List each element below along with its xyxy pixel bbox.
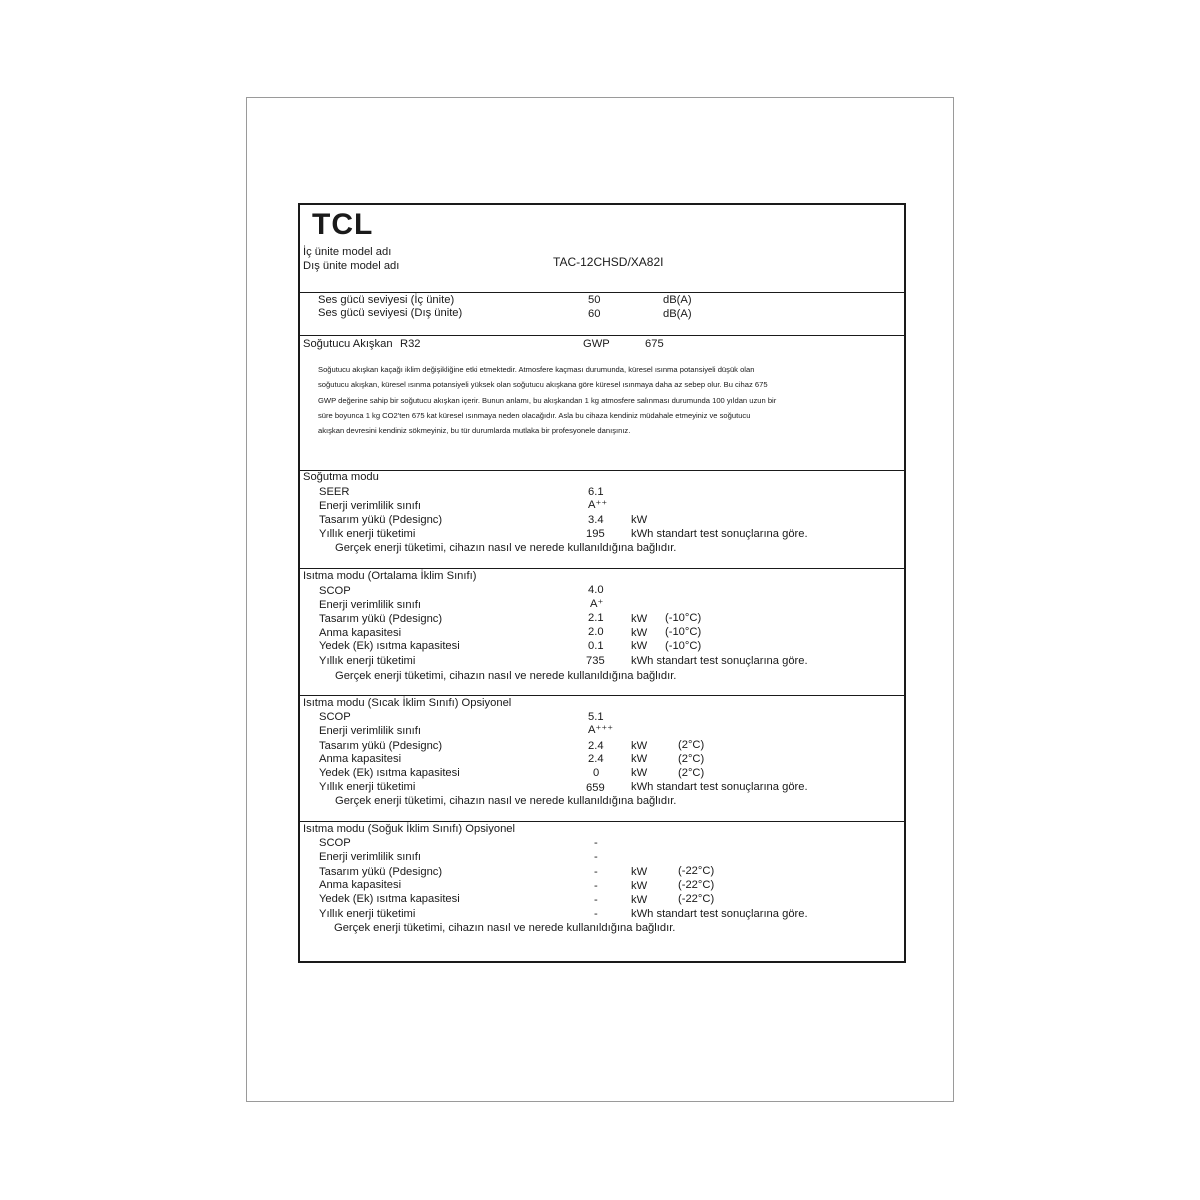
- cooling-class-label: Enerji verimlilik sınıfı: [319, 500, 421, 512]
- heating-warm-design-load-temp: (2°C): [678, 739, 705, 751]
- cooling-design-load-value: 3.4: [588, 514, 604, 526]
- indoor-model-label: İç ünite model adı: [303, 246, 392, 258]
- heating-cold-class-value: -: [594, 851, 598, 863]
- cooling-design-load-unit: kW: [631, 514, 648, 526]
- heating-cold-design-load-label: Tasarım yükü (Pdesignc): [319, 866, 443, 878]
- heating-average-rated-value: 2.0: [588, 626, 604, 638]
- heating-warm-rated-unit: kW: [631, 753, 648, 765]
- heating-cold-scop-value: -: [594, 837, 598, 849]
- refrigerant-warning-line: GWP değerine sahip bir soğutucu akışkan içerir. Bunun anlamı, bu akışkandan 1 kg atmosfere salınması durumunda 100 yıldan uzun bir: [318, 395, 777, 405]
- gwp-label: GWP: [583, 338, 610, 350]
- heating-average-annual-unit: kWh standart test sonuçlarına göre.: [631, 655, 808, 667]
- cooling-footnote: Gerçek enerji tüketimi, cihazın nasıl ve nerede kullanıldığına bağlıdır.: [335, 542, 677, 554]
- heating-average-scop-label: SCOP: [319, 585, 351, 597]
- heating-average-annual-value: 735: [586, 655, 605, 667]
- heating-cold-annual-unit: kWh standart test sonuçlarına göre.: [631, 908, 808, 920]
- heating-warm-class-value: A⁺⁺⁺: [588, 724, 614, 736]
- cooling-class-value: A⁺⁺: [588, 499, 608, 511]
- heating-average-rated-label: Anma kapasitesi: [319, 627, 402, 639]
- heating-cold-backup-label: Yedek (Ek) ısıtma kapasitesi: [319, 893, 460, 905]
- noise-indoor-value: 50: [588, 294, 601, 306]
- heating-average-class-label: Enerji verimlilik sınıfı: [319, 599, 421, 611]
- heating-cold-rated-unit: kW: [631, 880, 648, 892]
- heating-cold-design-load-value: -: [594, 866, 598, 878]
- heating-warm-rated-label: Anma kapasitesi: [319, 753, 402, 765]
- heating-cold-design-load-temp: (-22°C): [678, 865, 715, 877]
- cooling-seer-label: SEER: [319, 486, 350, 498]
- heating-warm-scop-value: 5.1: [588, 711, 604, 723]
- heating-cold-footnote: Gerçek enerji tüketimi, cihazın nasıl ve nerede kullanıldığına bağlıdır.: [334, 922, 676, 934]
- heating-warm-backup-value: 0: [593, 767, 600, 779]
- heating-warm-design-load-unit: kW: [631, 740, 648, 752]
- energy-label-sheet: [298, 203, 906, 963]
- heating-average-design-load-value: 2.1: [588, 612, 604, 624]
- cooling-design-load-label: Tasarım yükü (Pdesignc): [319, 514, 443, 526]
- heating-cold-backup-value: -: [594, 894, 598, 906]
- noise-outdoor-label: Ses gücü seviyesi (Dış ünite): [318, 307, 463, 319]
- heating-average-design-load-label: Tasarım yükü (Pdesignc): [319, 613, 443, 625]
- heating-cold-title: Isıtma modu (Soğuk İklim Sınıfı) Opsiyonel: [303, 823, 516, 835]
- heating-cold-rated-label: Anma kapasitesi: [319, 879, 402, 891]
- refrigerant-warning-line: soğutucu akışkan, küresel ısınma potansiyeli yüksek olan soğutucu akışkana göre küresel ısınmaya daha az sebep olur. Bu cihaz 675: [318, 380, 768, 390]
- heating-warm-title: Isıtma modu (Sıcak İklim Sınıfı) Opsiyonel: [303, 697, 512, 709]
- refrigerant-warning-line: Soğutucu akışkan kaçağı iklim değişikliğine etki etmektedir. Atmosfere kaçması durumunda, küresel ısınma potansiyeli düşük olan: [318, 365, 755, 374]
- heating-warm-backup-label: Yedek (Ek) ısıtma kapasitesi: [319, 767, 460, 779]
- refrigerant-warning-line: akışkan devresini kendiniz sökmeyiniz, bu tür durumlarda mutlaka bir profesyonele danışınız.: [318, 426, 631, 436]
- divider: [300, 470, 904, 471]
- refrigerant-warning: [318, 362, 878, 438]
- heating-cold-rated-temp: (-22°C): [678, 879, 715, 891]
- heating-cold-backup-unit: kW: [631, 894, 648, 906]
- heating-warm-backup-temp: (2°C): [678, 767, 705, 779]
- heating-average-design-load-unit: kW: [631, 613, 648, 625]
- gwp-value: 675: [645, 338, 664, 350]
- heating-warm-annual-label: Yıllık enerji tüketimi: [319, 781, 416, 793]
- heating-average-backup-temp: (-10°C): [665, 640, 702, 652]
- heating-warm-backup-unit: kW: [631, 767, 648, 779]
- heating-cold-annual-value: -: [594, 908, 598, 920]
- noise-outdoor-unit: dB(A): [663, 308, 692, 320]
- cooling-annual-unit: kWh standart test sonuçlarına göre.: [631, 528, 808, 540]
- heating-average-backup-value: 0.1: [588, 640, 604, 652]
- outdoor-model-label: Dış ünite model adı: [303, 260, 400, 272]
- heating-warm-scop-label: SCOP: [319, 711, 351, 723]
- heating-warm-design-load-value: 2.4: [588, 740, 604, 752]
- heating-cold-rated-value: -: [594, 880, 598, 892]
- heating-cold-scop-label: SCOP: [319, 837, 351, 849]
- heating-cold-annual-label: Yıllık enerji tüketimi: [319, 908, 416, 920]
- heating-cold-design-load-unit: kW: [631, 866, 648, 878]
- heating-average-backup-label: Yedek (Ek) ısıtma kapasitesi: [319, 640, 460, 652]
- heating-average-design-load-temp: (-10°C): [665, 612, 702, 624]
- noise-indoor-label: Ses gücü seviyesi (İç ünite): [318, 294, 455, 306]
- tcl-logo: TCL: [312, 208, 374, 241]
- heating-average-backup-unit: kW: [631, 640, 648, 652]
- heating-average-title: Isıtma modu (Ortalama İklim Sınıfı): [303, 570, 477, 582]
- cooling-annual-value: 195: [586, 528, 605, 540]
- cooling-annual-label: Yıllık enerji tüketimi: [319, 528, 416, 540]
- refrigerant-type: R32: [400, 338, 421, 350]
- noise-indoor-unit: dB(A): [663, 294, 692, 306]
- refrigerant-label: Soğutucu Akışkan: [303, 338, 393, 350]
- heating-warm-annual-value: 659: [586, 782, 605, 794]
- heating-warm-class-label: Enerji verimlilik sınıfı: [319, 725, 421, 737]
- cooling-seer-value: 6.1: [588, 486, 604, 498]
- heating-warm-design-load-label: Tasarım yükü (Pdesignc): [319, 740, 443, 752]
- refrigerant-warning-line: süre boyunca 1 kg CO2'ten 675 kat küresel ısınmaya neden olacağıdır. Asla bu cihaza kendiniz müdahale etmeyiniz ve soğutucu: [318, 410, 751, 420]
- heating-cold-class-label: Enerji verimlilik sınıfı: [319, 851, 421, 863]
- heating-warm-rated-temp: (2°C): [678, 753, 705, 765]
- heating-cold-backup-temp: (-22°C): [678, 893, 715, 905]
- heating-warm-footnote: Gerçek enerji tüketimi, cihazın nasıl ve nerede kullanıldığına bağlıdır.: [335, 795, 677, 807]
- heating-warm-annual-unit: kWh standart test sonuçlarına göre.: [631, 781, 808, 793]
- heating-average-annual-label: Yıllık enerji tüketimi: [319, 655, 416, 667]
- heating-average-rated-temp: (-10°C): [665, 626, 702, 638]
- cooling-title: Soğutma modu: [303, 471, 379, 483]
- heating-average-scop-value: 4.0: [588, 584, 604, 596]
- heating-warm-rated-value: 2.4: [588, 753, 604, 765]
- heating-average-class-value: A⁺: [590, 598, 604, 610]
- divider: [300, 335, 904, 336]
- noise-outdoor-value: 60: [588, 308, 601, 320]
- heating-average-rated-unit: kW: [631, 627, 648, 639]
- model-name: TAC-12CHSD/XA82I: [553, 255, 664, 269]
- heating-average-footnote: Gerçek enerji tüketimi, cihazın nasıl ve nerede kullanıldığına bağlıdır.: [335, 670, 677, 682]
